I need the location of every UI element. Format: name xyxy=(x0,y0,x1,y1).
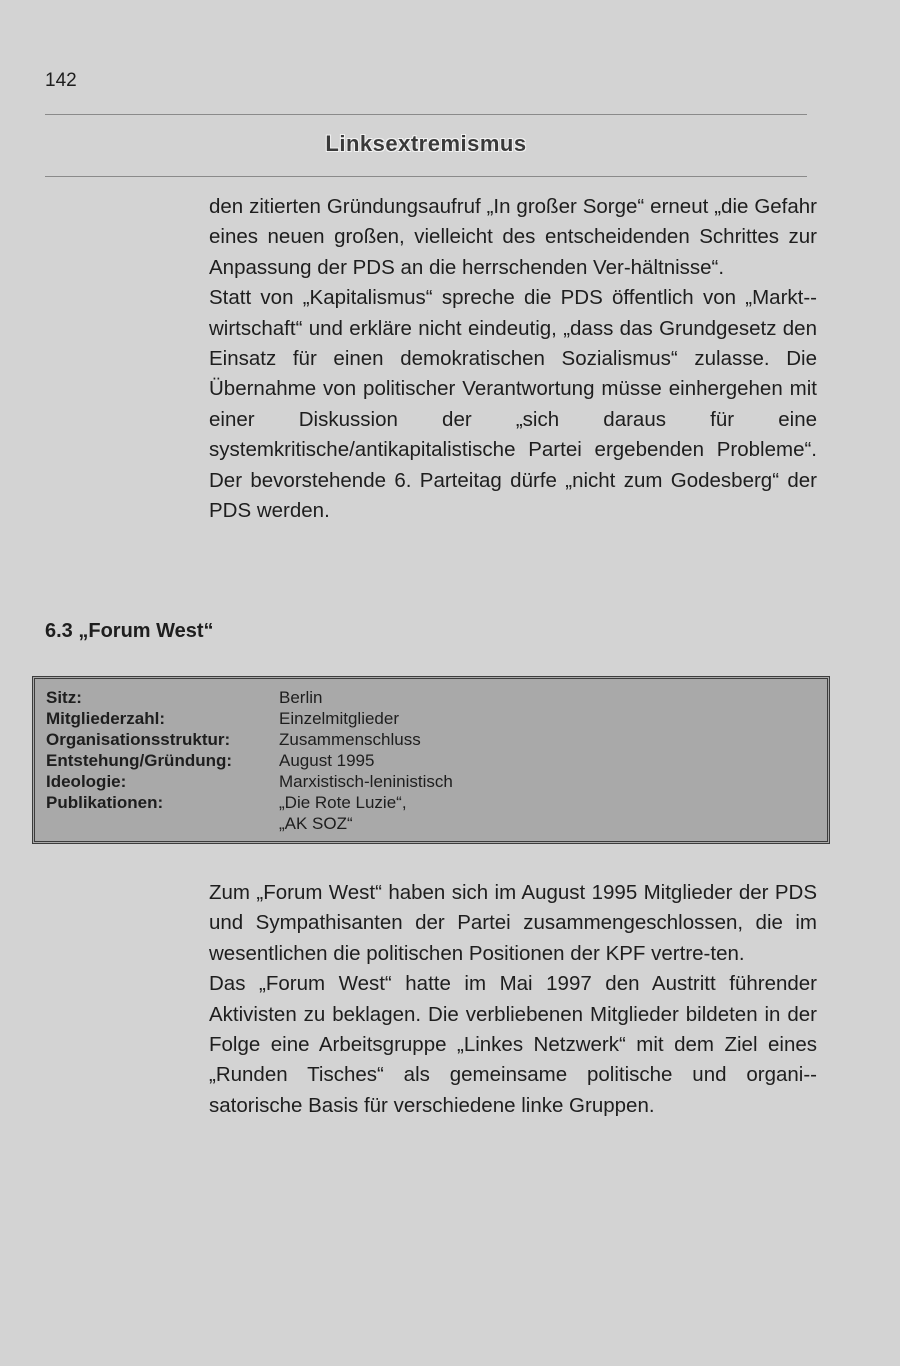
info-row xyxy=(35,813,827,834)
header-rule-bottom xyxy=(45,176,807,177)
info-row xyxy=(35,792,827,813)
info-row xyxy=(35,729,827,750)
running-head: Linksextremismus xyxy=(325,131,527,156)
info-value: Zusammenschluss xyxy=(279,730,421,749)
info-row xyxy=(35,771,827,792)
info-value: Einzelmitglieder xyxy=(279,709,399,728)
info-value: Berlin xyxy=(279,688,323,707)
info-value: August 1995 xyxy=(279,751,375,770)
section-heading: 6.3 „Forum West“ xyxy=(45,620,214,642)
info-label: Publikationen: xyxy=(46,793,164,812)
info-label: Mitgliederzahl: xyxy=(46,709,166,728)
info-label: Sitz: xyxy=(46,688,82,707)
info-value: „AK SOZ“ xyxy=(279,814,353,833)
info-value: Marxistisch-leninistisch xyxy=(279,772,453,791)
body-text-bottom xyxy=(209,878,817,1121)
paragraph: Statt von „Kapitalismus“ spreche die PDS öffentlich von „Markt-wirtschaft“ und erkläre nicht eindeutig, „dass das Grundgesetz den Einsatz für einen demokratischen Sozialismus“ zulasse. Die Übernahme von politischer Verantwortung müsse einhergehen mit einer Diskussion der „sich daraus für eine systemkritische/antikapitalistische Partei ergebenden Probleme“. Der bevorstehende 6. Parteitag dürfe „nicht zum Godesberg“ der PDS werden. xyxy=(209,286,817,523)
info-label: Ideologie: xyxy=(46,772,127,791)
info-row xyxy=(35,750,827,771)
info-row xyxy=(35,708,827,729)
info-row xyxy=(35,687,827,708)
info-rows xyxy=(35,679,827,834)
paragraph: den zitierten Gründungsaufruf „In großer Sorge“ erneut „die Gefahr eines neuen großen, vielleicht des entscheidenden Schrittes zur Anpassung der PDS an die herrschenden Ver-hältnisse“. xyxy=(209,195,817,279)
header-rule-top xyxy=(45,114,807,115)
info-label: Organisationsstruktur: xyxy=(46,730,231,749)
info-label xyxy=(35,813,279,834)
info-value: „Die Rote Luzie“, xyxy=(279,793,407,812)
page-number: 142 xyxy=(45,70,77,91)
paragraph: Das „Forum West“ hatte im Mai 1997 den Austritt führender Aktivisten zu beklagen. Die verbliebenen Mitglieder bildeten in der Folge eine Arbeitsgruppe „Linkes Netzwerk“ mit dem Ziel eines „Runden Tisches“ als gemeinsame politische und organi-satorische Basis für verschiedene linke Gruppen. xyxy=(209,972,817,1117)
info-box xyxy=(32,676,830,844)
body-text-top xyxy=(209,192,817,526)
info-label: Entstehung/Gründung: xyxy=(46,751,233,770)
paragraph: Zum „Forum West“ haben sich im August 1995 Mitglieder der PDS und Sympathisanten der Partei zusammengeschlossen, die im wesentlichen die politischen Positionen der KPF vertre-ten. xyxy=(209,881,817,965)
